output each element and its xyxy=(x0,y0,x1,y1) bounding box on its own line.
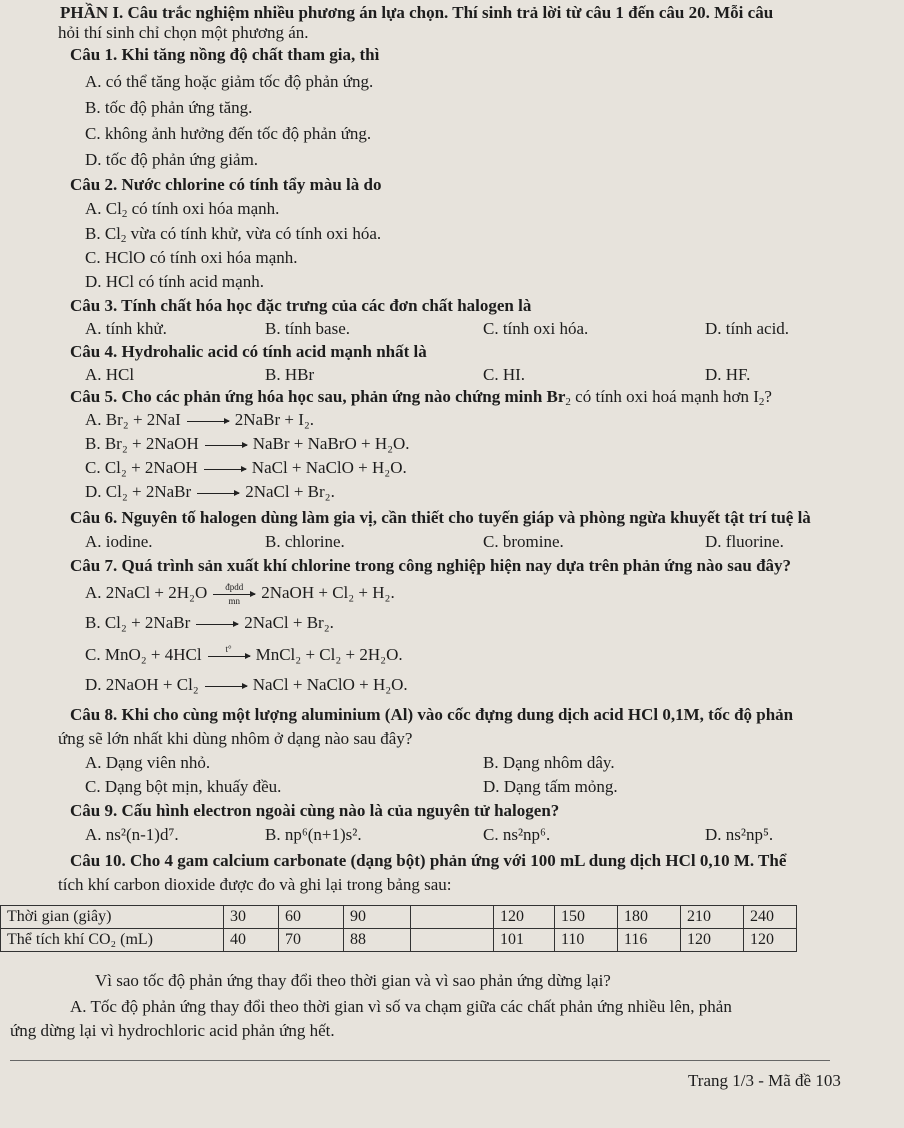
reaction-arrow xyxy=(205,686,247,687)
question-5-stem: Câu 5. Cho các phản ứng hóa học sau, phản ứng nào chứng minh $Br_2$ có tính oxi hoá mạnh hơn $I_2$? xyxy=(70,387,772,408)
q9-option-d: D. ns²np⁵. xyxy=(705,825,774,844)
q1-option-b: B. tốc độ phản ứng tăng. xyxy=(85,98,253,117)
q5-option-a: A. Br₂ + 2NaI 2NaBr + I₂. xyxy=(85,410,315,429)
q2-option-c: C. HClO có tính oxi hóa mạnh. xyxy=(85,248,298,267)
q1-option-d: D. tốc độ phản ứng giảm. xyxy=(85,150,259,169)
table-cell: 120 xyxy=(744,929,797,952)
section-heading: PHẦN I. Câu trắc nghiệm nhiều phương án lựa chọn. Thí sinh trả lời từ câu 1 đến câu 20. Mỗi câu xyxy=(60,3,774,22)
table-cell: 40 xyxy=(224,929,279,952)
q1-option-a: A. có thể tăng hoặc giảm tốc độ phản ứng. xyxy=(85,72,374,91)
question-8-stem-line1: Câu 8. Khi cho cùng một lượng aluminium (Al) vào cốc đựng dung dịch acid HCl 0,1M, tốc độ phản xyxy=(70,705,794,724)
q10-answer-line2: ứng dừng lại vì hydrochloric acid phản ứng hết. xyxy=(10,1021,335,1040)
table-cell: 88 xyxy=(344,929,411,952)
question-10-stem-line2: tích khí carbon dioxide được đo và ghi lại trong bảng sau: xyxy=(58,875,452,894)
reaction-arrow xyxy=(205,445,247,446)
table-cell: 60 xyxy=(279,906,344,929)
q8-option-c: C. Dạng bột mịn, khuấy đều. xyxy=(85,777,282,796)
q5-option-d: D. Cl₂ + 2NaBr 2NaCl + Br₂. xyxy=(85,482,335,501)
question-7-stem: Câu 7. Quá trình sản xuất khí chlorine trong công nghiệp hiện nay dựa trên phản ứng nào sau đây? xyxy=(70,556,792,575)
question-10-prompt: Vì sao tốc độ phản ứng thay đổi theo thời gian và vì sao phản ứng dừng lại? xyxy=(95,971,611,990)
table-row xyxy=(1,906,797,929)
question-4-stem: Câu 4. Hydrohalic acid có tính acid mạnh nhất là xyxy=(70,342,427,361)
table-row-label: Thể tích khí CO₂ (mL) xyxy=(1,929,224,952)
table-cell: 90 xyxy=(344,906,411,929)
table-cell: 240 xyxy=(744,906,797,929)
table-cell xyxy=(411,929,494,952)
table-cell: 101 xyxy=(494,929,555,952)
q8-option-d: D. Dạng tấm mỏng. xyxy=(483,777,618,796)
q6-option-d: D. fluorine. xyxy=(705,532,784,551)
table-cell: 150 xyxy=(555,906,618,929)
q10-answer-line1: A. Tốc độ phản ứng thay đổi theo thời gian vì số va chạm giữa các chất phản ứng nhiều lên, phản xyxy=(70,997,732,1016)
q2-option-d: D. HCl có tính acid mạnh. xyxy=(85,272,264,291)
question-2-stem: Câu 2. Nước chlorine có tính tẩy màu là do xyxy=(70,175,382,194)
reaction-arrow xyxy=(187,421,229,422)
q7-option-a: A. 2NaCl + 2H₂O đpdd mn 2NaOH + Cl₂ + H₂. xyxy=(85,582,395,606)
section-instruction: hỏi thí sinh chỉ chọn một phương án. xyxy=(58,23,309,42)
q4-option-a: A. HCl xyxy=(85,365,135,384)
q9-option-a: A. ns²(n-1)d⁷. xyxy=(85,825,179,844)
q7-option-d: D. 2NaOH + Cl₂ NaCl + NaClO + H₂O. xyxy=(85,675,408,694)
reaction-arrow xyxy=(204,469,246,470)
q8-option-b: B. Dạng nhôm dây. xyxy=(483,753,615,772)
table-cell: 110 xyxy=(555,929,618,952)
q9-option-b: B. np⁶(n+1)s². xyxy=(265,825,362,844)
table-cell: 70 xyxy=(279,929,344,952)
table-cell: 120 xyxy=(681,929,744,952)
table-cell: 180 xyxy=(618,906,681,929)
reaction-arrow: t° xyxy=(208,656,250,657)
q5-option-c: C. Cl₂ + 2NaOH NaCl + NaClO + H₂O. xyxy=(85,458,407,477)
q3-option-a: A. tính khử. xyxy=(85,319,167,338)
co2-volume-table xyxy=(0,905,797,952)
table-cell: 120 xyxy=(494,906,555,929)
q4-option-b: B. HBr xyxy=(265,365,315,384)
question-1-stem: Câu 1. Khi tăng nồng độ chất tham gia, thì xyxy=(70,45,380,64)
q7-option-b: B. Cl₂ + 2NaBr 2NaCl + Br₂. xyxy=(85,613,334,632)
table-row-label: Thời gian (giây) xyxy=(1,906,224,929)
reaction-arrow xyxy=(196,624,238,625)
q3-option-b: B. tính base. xyxy=(265,319,350,338)
q2-option-b: B. $Cl_2$ vừa có tính khử, vừa có tính oxi hóa. xyxy=(85,224,382,245)
reaction-arrow: đpdd mn xyxy=(213,594,255,595)
table-cell xyxy=(411,906,494,929)
table-cell: 210 xyxy=(681,906,744,929)
q4-option-c: C. HI. xyxy=(483,365,526,384)
q3-option-d: D. tính acid. xyxy=(705,319,790,338)
q5-option-b: B. Br₂ + 2NaOH NaBr + NaBrO + H₂O. xyxy=(85,434,410,453)
q7-option-c: C. MnO₂ + 4HCl t° MnCl₂ + Cl₂ + 2H₂O. xyxy=(85,644,403,664)
question-8-stem-line2: ứng sẽ lớn nhất khi dùng nhôm ở dạng nào sau đây? xyxy=(58,729,413,748)
question-3-stem: Câu 3. Tính chất hóa học đặc trưng của các đơn chất halogen là xyxy=(70,296,532,315)
q6-option-a: A. iodine. xyxy=(85,532,153,551)
q8-option-a: A. Dạng viên nhỏ. xyxy=(85,753,211,772)
table-row xyxy=(1,929,797,952)
page-footer: Trang 1/3 - Mã đề 103 xyxy=(688,1071,841,1090)
question-9-stem: Câu 9. Cấu hình electron ngoài cùng nào là của nguyên tử halogen? xyxy=(70,801,560,820)
q3-option-c: C. tính oxi hóa. xyxy=(483,319,589,338)
q1-option-c: C. không ảnh hưởng đến tốc độ phản ứng. xyxy=(85,124,372,143)
q9-option-c: C. ns²np⁶. xyxy=(483,825,551,844)
q4-option-d: D. HF. xyxy=(705,365,751,384)
footer-divider xyxy=(10,1060,830,1061)
question-6-stem: Câu 6. Nguyên tố halogen dùng làm gia vị, cần thiết cho tuyến giáp và phòng ngừa khuyết tật trí tuệ là xyxy=(70,508,811,527)
question-10-stem-line1: Câu 10. Cho 4 gam calcium carbonate (dạng bột) phản ứng với 100 mL dung dịch HCl 0,10 M. Thể xyxy=(70,851,787,870)
table-cell: 116 xyxy=(618,929,681,952)
q6-option-c: C. bromine. xyxy=(483,532,564,551)
q6-option-b: B. chlorine. xyxy=(265,532,345,551)
reaction-arrow xyxy=(197,493,239,494)
q2-option-a: A. $Cl_2$ có tính oxi hóa mạnh. xyxy=(85,199,280,220)
table-cell: 30 xyxy=(224,906,279,929)
